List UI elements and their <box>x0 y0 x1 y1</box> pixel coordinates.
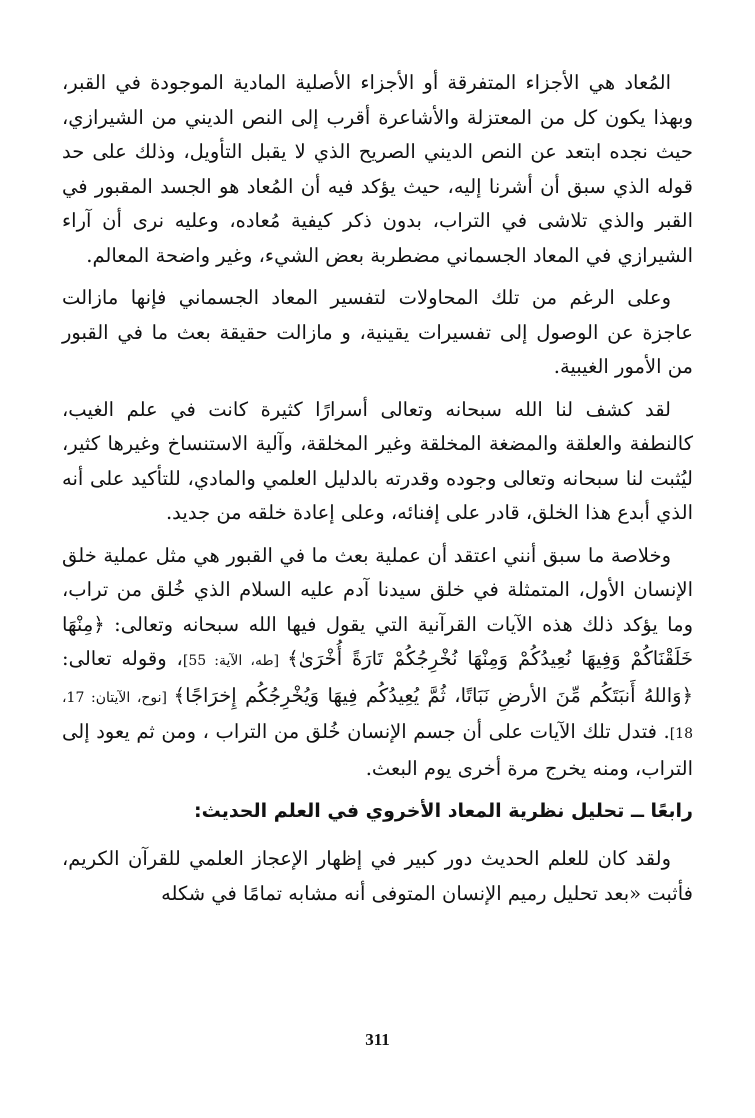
verse-reference-taha: [طه، الآية: 55] <box>182 653 288 669</box>
paragraph-4-text-before: وخلاصة ما سبق أنني اعتقد أن عملية بعث ما في القبور هي مثل عملية خلق الإنسان الأول، المتمثلة في خلق سيدنا آدم عليه السلام الذي خُلق من تراب، وما يؤكد ذلك هذه الآيات القرآنية التي يقول فيها الله سبحانه وتعالى: <box>62 543 693 636</box>
quran-verse-nuh: ﴿وَاللهُ أَنبَتَكُم مِّنَ الأرضِ نَبَاتًا، ثُمَّ يُعِيدُكُم فِيهَا وَيُخْرِجُكُم إِخرَاجًا﴾ <box>173 683 693 707</box>
paragraph-5: ولقد كان للعلم الحديث دور كبير في إظهار الإعجاز العلمي للقرآن الكريم، فأثبت «بعد تحليل رميم الإنسان المتوفى أنه مشابه تمامًا في شكله <box>62 847 693 905</box>
page-body <box>62 66 693 911</box>
page-number: 311 <box>365 1030 390 1049</box>
paragraph-3: لقد كشف لنا الله سبحانه وتعالى أسرارًا كثيرة كانت في علم الغيب، كالنطفة والعلقة والمضغة المخلقة وغير المخلقة، وآلية الاستنساخ وغيرها كثير، ليُثبت لنا سبحانه وتعالى وجوده وقدرته بالدليل العلمي والمادي، للتأكيد على أنه الذي أبدع هذا الخلق، قادر على إفنائه، وعلى إعادة خلقه من جديد. <box>62 397 693 524</box>
paragraph-4-text-middle: ، وقوله تعالى: <box>62 647 183 670</box>
section-heading: رابعًا ــ تحليل نظرية المعاد الأخروي في العلم الحديث: <box>193 800 693 822</box>
paragraph-4-text-after: . فتدل تلك الآيات على أن جسم الإنسان خُلق من التراب ، ومن ثم يعود إلى التراب، ومنه يخرج مرة أخرى يوم البعث. <box>62 720 693 780</box>
paragraph-1: المُعاد هي الأجزاء المتفرقة أو الأجزاء الأصلية المادية الموجودة في القبر، وبهذا يكون كل من المعتزلة والأشاعرة أقرب إلى النص الديني من الشيرازي، حيث نجده ابتعد عن النص الديني الصريح الذي لا يقبل التأويل، وذلك على حد قوله الذي سبق أن أشرنا إليه، حيث يؤكد فيه أن المُعاد هو الجسد المقبور في القبر والذي تلاشى في التراب، بدون ذكر كيفية مُعاده، وعليه نرى أن آراء الشيرازي في المعاد الجسماني مضطربة بعض الشيء، وغير واضحة المعالم. <box>62 71 693 267</box>
quran-verse-taha: ﴿مِنْهَا خَلَقْنَاكُمْ وَفِيهَا نُعِيدُكُمْ وَمِنْهَا نُخْرِجُكُمْ تَارَةً أُخْرَىٰ﴾ <box>62 612 693 670</box>
verse-reference-nuh: [نوح، الآيتان: 17، 18] <box>62 689 693 742</box>
paragraph-4 <box>62 539 693 787</box>
paragraph-2: وعلى الرغم من تلك المحاولات لتفسير المعاد الجسماني فإنها مازالت عاجزة عن الوصول إلى تفسيرات يقينية، و مازالت حقيقة بعث ما في القبور من الأمور الغيبية. <box>62 286 693 378</box>
